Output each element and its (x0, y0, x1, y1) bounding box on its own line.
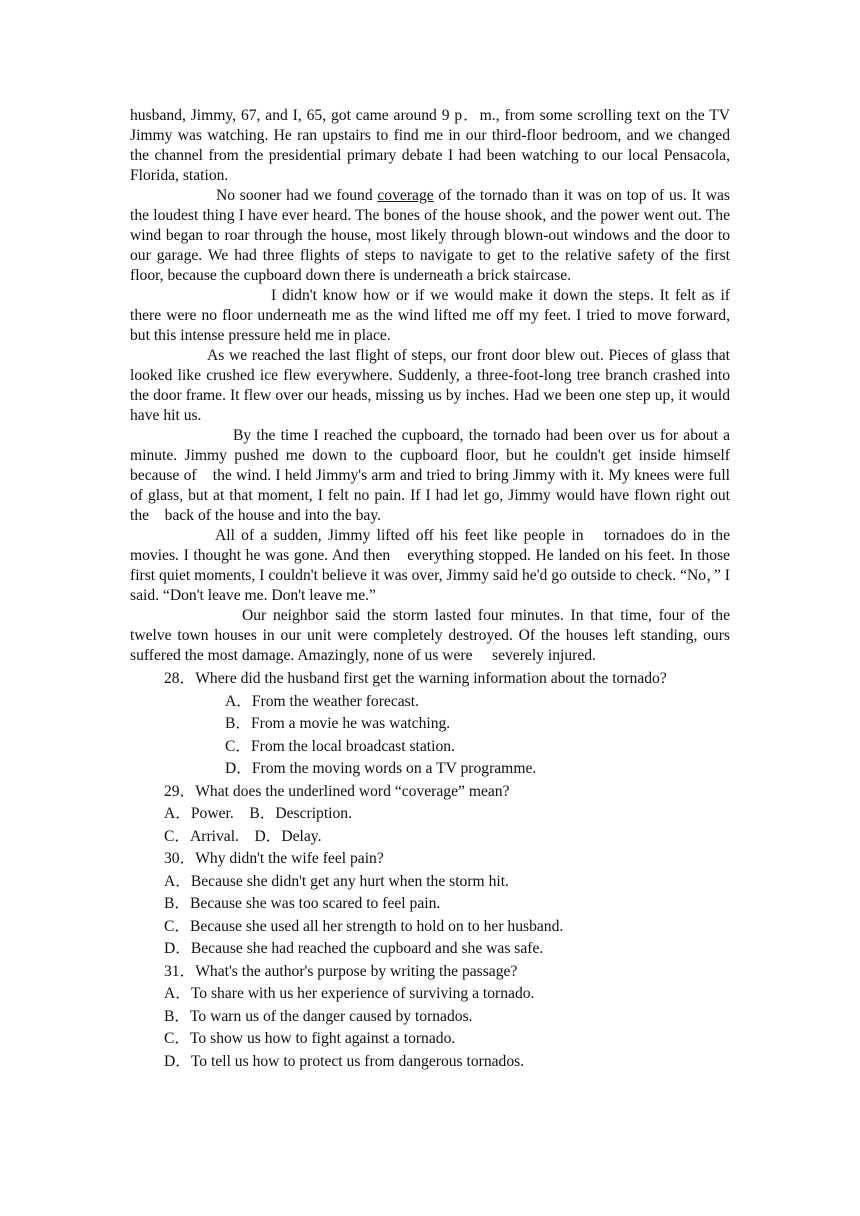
underlined-word-coverage: coverage (377, 187, 434, 204)
passage-paragraph-6: All of a sudden, Jimmy lifted off his feet like people in tornadoes do in the movies. I thought he was gone. And then everything stopped. He landed on his feet. In those first quiet moments, I couldn't believe it was over, Jimmy said he'd go outside to check. “No，” I said. “Don't leave me. Don't leave me.” (130, 527, 730, 604)
question-29-options-cd: C．Arrival. D．Delay. (164, 827, 322, 845)
question-30-option-a: A．Because she didn't get any hurt when the storm hit. (164, 872, 509, 890)
question-31-option-c: C．To show us how to fight against a tornado. (164, 1030, 456, 1047)
question-31-option-d: D．To tell us how to protect us from dangerous tornados. (164, 1052, 525, 1070)
question-28-option-d: D．From the moving words on a TV programme. (225, 760, 537, 777)
question-30-option-d: D．Because she had reached the cupboard and she was safe. (164, 940, 544, 957)
passage-paragraph-2 (130, 186, 730, 286)
question-28-option-a: A．From the weather forecast. (225, 692, 419, 710)
question-31-stem: 31．What's the author's purpose by writing the passage? (164, 962, 518, 980)
question-29-stem: 29．What does the underlined word “coverage” mean? (164, 782, 510, 800)
question-28-stem: 28．Where did the husband first get the warning information about the tornado? (164, 670, 667, 687)
paragraph-2-text-end: of the tornado than it was on top of us. It was the loudest thing I have ever heard. The bones of the house shook, and the power went out. The wind began to roar through the house, most likely through blown-out windows and the door to our garage. We had three flights of steps to navigate to get to the relative safety of the first floor, because the cupboard down there is underneath a brick staircase. (130, 187, 730, 284)
document-page (130, 106, 730, 1073)
passage-paragraph-1: husband, Jimmy, 67, and I, 65, got came around 9 p．m., from some scrolling text on the TV Jimmy was watching. He ran upstairs to find me in our third-floor bedroom, and we changed the channel from the presidential primary debate I had been watching to our local Pensacola, Florida, station. (130, 107, 730, 184)
question-30-option-b: B．Because she was too scared to feel pain. (164, 895, 441, 912)
questions-section (130, 668, 730, 1073)
paragraph-2-text-start: No sooner had we found (216, 187, 378, 204)
question-28-option-c: C．From the local broadcast station. (225, 737, 455, 755)
passage-paragraph-5: By the time I reached the cupboard, the tornado had been over us for about a minute. Jimmy pushed me down to the cupboard floor, but he couldn't get inside himself because of the wind. I held Jimmy's arm and tried to bring Jimmy with it. My knees were full of glass, but at that moment, I felt no pain. If I had let go, Jimmy would have flown right out the back of the house and into the bay. (130, 427, 730, 524)
passage-paragraph-3: I didn't know how or if we would make it down the steps. It felt as if there were no floor underneath me as the wind lifted me off my feet. I tried to move forward, but this intense pressure held me in place. (130, 287, 730, 344)
question-28-option-b: B．From a movie he was watching. (225, 715, 451, 732)
question-29-options-ab: A．Power. B．Description. (164, 805, 352, 822)
passage-paragraph-7: Our neighbor said the storm lasted four minutes. In that time, four of the twelve town houses in our unit were completely destroyed. Of the houses left standing, ours suffered the most damage. Amazingly, none of us were severely injured. (130, 607, 730, 664)
question-31-option-b: B．To warn us of the danger caused by tornados. (164, 1007, 473, 1025)
question-31-option-a: A．To share with us her experience of surviving a tornado. (164, 985, 535, 1002)
question-30-option-c: C．Because she used all her strength to hold on to her husband. (164, 917, 564, 935)
passage-paragraph-4: As we reached the last flight of steps, our front door blew out. Pieces of glass that looked like crushed ice flew everywhere. Suddenly, a three-foot-long tree branch crashed into the door frame. It flew over our heads, missing us by inches. Had we been one step up, it would have hit us. (130, 347, 730, 424)
question-30-stem: 30．Why didn't the wife feel pain? (164, 850, 384, 867)
